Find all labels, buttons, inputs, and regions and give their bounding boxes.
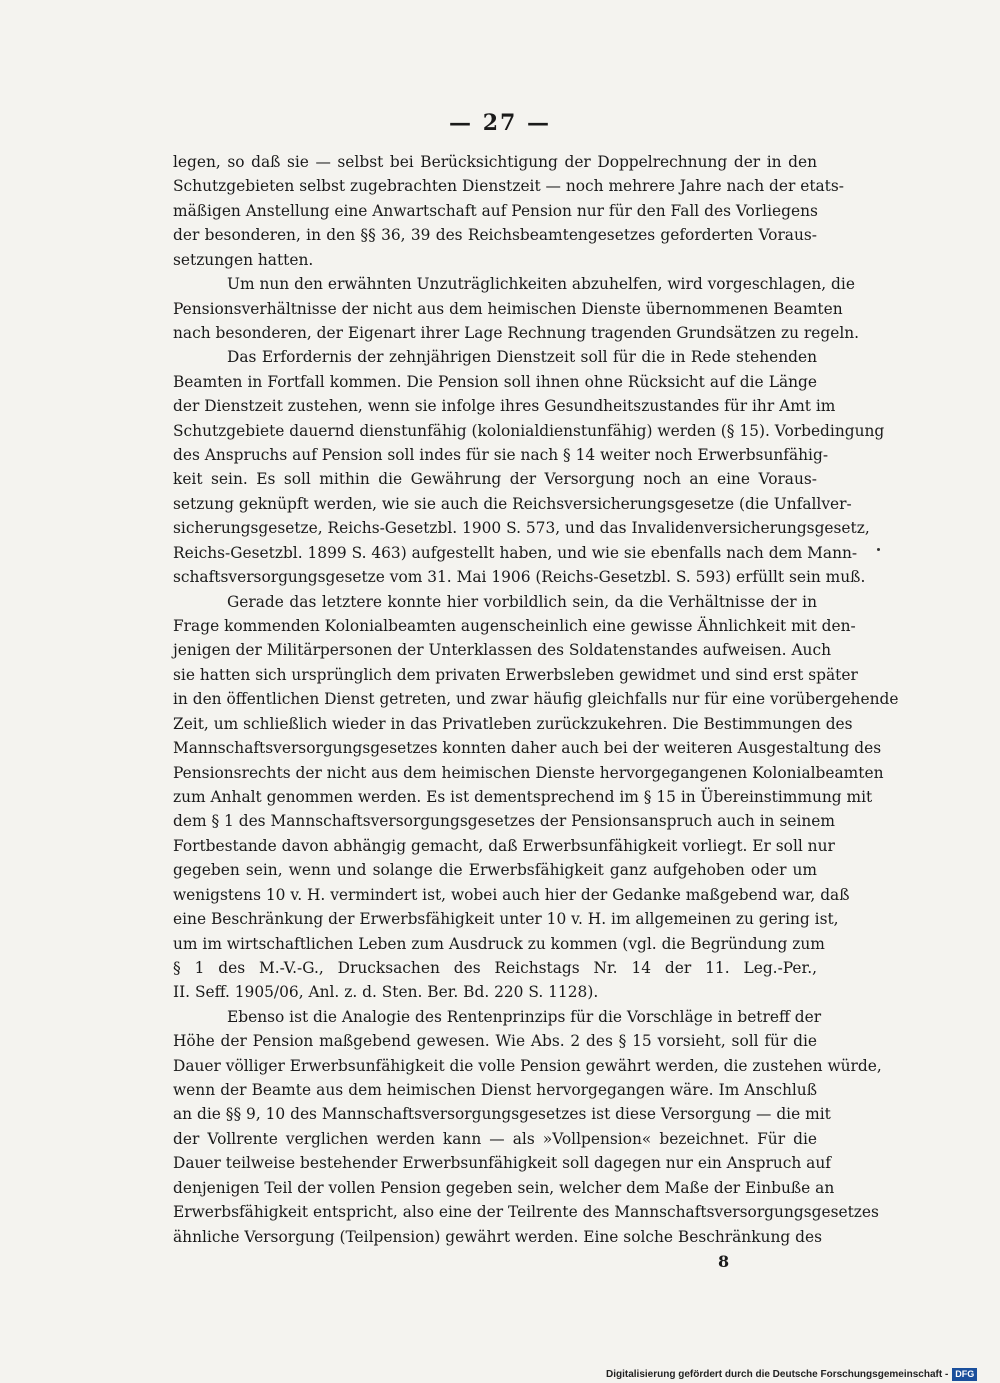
text-line: Erwerbsfähigkeit entspricht, also eine der Teilrente des Mannschaftsversorgungsgesetzes	[173, 1203, 879, 1222]
body-text	[173, 150, 899, 1249]
text-line: sie hatten sich ursprünglich dem privaten Erwerbsleben gewidmet und sind erst später	[173, 665, 858, 684]
text-line: in den öffentlichen Dienst getreten, und zwar häufig gleichfalls nur für eine vorübergehende	[173, 690, 899, 709]
text-line: wenn der Beamte aus dem heimischen Dienst hervorgegangen wäre. Im Anschluß	[173, 1081, 817, 1100]
text-line: legen, so daß sie — selbst bei Berücksichtigung der Doppelrechnung der in den	[173, 153, 817, 171]
footer-credit	[606, 1367, 977, 1381]
page-number: — 27 —	[449, 110, 551, 136]
text-line: Reichs-Gesetzbl. 1899 S. 463) aufgestellt haben, und wie sie ebenfalls nach dem Mann-	[173, 543, 858, 562]
text-line: Ebenso ist die Analogie des Rentenprinzips für die Vorschläge in betreff der	[227, 1007, 822, 1026]
text-line: nach besonderen, der Eigenart ihrer Lage Rechnung tragenden Grundsätzen zu regeln.	[173, 323, 860, 342]
text-line: denjenigen Teil der vollen Pension gegeben sein, welcher dem Maße der Einbuße an	[173, 1178, 835, 1197]
text-line: sicherungsgesetze, Reichs-Gesetzbl. 1900 S. 573, und das Invalidenversicherungsgesetz,	[173, 519, 870, 538]
text-line: setzung geknüpft werden, wie sie auch die Reichsversicherungsgesetze (die Unfallver-	[173, 494, 852, 513]
text-line: mäßigen Anstellung eine Anwartschaft auf Pension nur für den Fall des Vorliegens	[173, 201, 818, 220]
dfg-logo-icon: DFG	[952, 1368, 977, 1381]
text-line: Schutzgebiete dauernd dienstunfähig (kolonialdienstunfähig) werden (§ 15). Vorbedingung	[173, 421, 885, 440]
text-line: dem § 1 des Mannschaftsversorgungsgesetzes der Pensionsanspruch auch in seinem	[173, 812, 835, 831]
text-line: zum Anhalt genommen werden. Es ist dementsprechend im § 15 in Übereinstimmung mit	[173, 787, 873, 806]
text-line: keit sein. Es soll mithin die Gewährung der Versorgung noch an eine Voraus-	[173, 470, 817, 489]
text-line: § 1 des M.-V.-G., Drucksachen des Reichstags Nr. 14 der 11. Leg.-Per.,	[173, 958, 817, 977]
text-line: Gerade das letztere konnte hier vorbildlich sein, da die Verhältnisse der in	[227, 592, 817, 611]
text-line: Beamten in Fortfall kommen. Die Pension soll ihnen ohne Rücksicht auf die Länge	[173, 372, 817, 391]
text-line: gegeben sein, wenn und solange die Erwerbsfähigkeit ganz aufgehoben oder um	[173, 861, 817, 880]
text-line: Dauer völliger Erwerbsunfähigkeit die volle Pension gewährt werden, die zustehen würde,	[173, 1056, 882, 1075]
text-line: Das Erfordernis der zehnjährigen Dienstzeit soll für die in Rede stehenden	[227, 348, 817, 367]
text-line: Pensionsrechts der nicht aus dem heimischen Dienste hervorgegangenen Kolonialbeamten	[173, 763, 884, 782]
text-line: um im wirtschaftlichen Leben zum Ausdruck zu kommen (vgl. die Begründung zum	[173, 934, 825, 953]
text-line: setzungen hatten.	[173, 250, 314, 269]
text-line: Mannschaftsversorgungsgesetzes konnten daher auch bei der weiteren Ausgestaltung des	[173, 739, 882, 758]
text-line: wenigstens 10 v. H. vermindert ist, wobei auch hier der Gedanke maßgebend war, daß	[173, 885, 850, 904]
text-line: Pensionsverhältnisse der nicht aus dem heimischen Dienste übernommenen Beamten	[173, 299, 843, 318]
text-line: Um nun den erwähnten Unzuträglichkeiten abzuhelfen, wird vorgeschlagen, die	[227, 275, 855, 294]
text-line: der Vollrente verglichen werden kann — als »Vollpension« bezeichnet. Für die	[173, 1129, 817, 1148]
text-line: eine Beschränkung der Erwerbsfähigkeit unter 10 v. H. im allgemeinen zu gering ist,	[173, 910, 839, 929]
text-line: Frage kommenden Kolonialbeamten augenscheinlich eine gewisse Ähnlichkeit mit den-	[173, 617, 856, 636]
text-line: der besonderen, in den §§ 36, 39 des Reichsbeamtengesetzes geforderten Voraus-	[173, 226, 817, 245]
text-line: Dauer teilweise bestehender Erwerbsunfähigkeit soll dagegen nur ein Anspruch auf	[173, 1154, 831, 1173]
text-line: Schutzgebieten selbst zugebrachten Dienstzeit — noch mehrere Jahre nach der etats-	[173, 177, 844, 196]
text-line: Höhe der Pension maßgebend gewesen. Wie Abs. 2 des § 15 vorsieht, soll für die	[173, 1032, 817, 1051]
text-line: des Anspruchs auf Pension soll indes für sie nach § 14 weiter noch Erwerbsunfähig-	[173, 446, 829, 465]
signature-mark: 8	[718, 1252, 730, 1271]
text-line: Fortbestande davon abhängig gemacht, daß Erwerbsunfähigkeit vorliegt. Er soll nur	[173, 836, 835, 855]
footer-text: Digitalisierung gefördert durch die Deutsche Forschungsgemeinschaft -	[606, 1368, 949, 1380]
text-line: schaftsversorgungsgesetze vom 31. Mai 1906 (Reichs-Gesetzbl. S. 593) erfüllt sein muß.	[173, 568, 866, 587]
text-line: an die §§ 9, 10 des Mannschaftsversorgungsgesetzes ist diese Versorgung — die mit	[173, 1105, 831, 1124]
text-line: der Dienstzeit zustehen, wenn sie infolge ihres Gesundheitszustandes für ihr Amt im	[173, 397, 836, 416]
text-line: jenigen der Militärpersonen der Unterklassen des Soldatenstandes aufweisen. Auch	[173, 641, 832, 660]
text-line: ähnliche Versorgung (Teilpension) gewährt werden. Eine solche Beschränkung des	[173, 1227, 822, 1246]
print-speck	[877, 548, 880, 551]
text-line: Zeit, um schließlich wieder in das Privatleben zurückzukehren. Die Bestimmungen des	[173, 714, 853, 733]
text-line: II. Seff. 1905/06, Anl. z. d. Sten. Ber. Bd. 220 S. 1128).	[173, 983, 599, 1002]
